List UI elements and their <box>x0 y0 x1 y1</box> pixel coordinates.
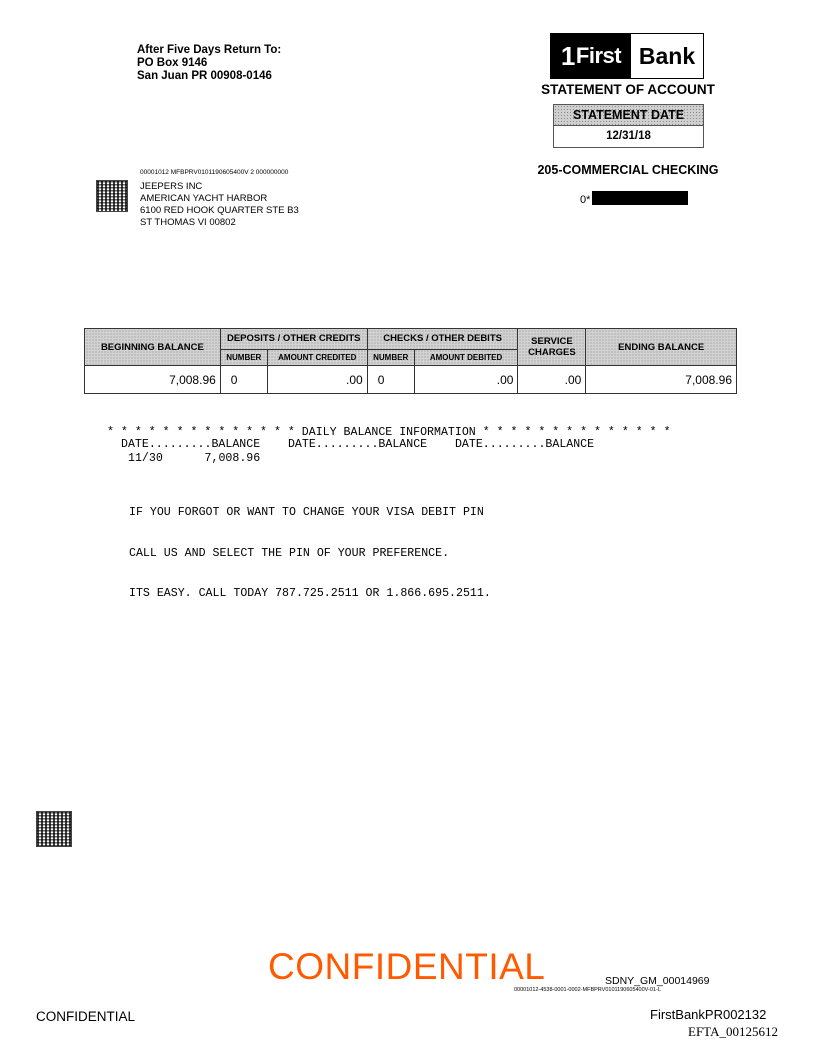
mailing-address <box>140 181 299 229</box>
logo-bank-text: Bank <box>638 42 696 69</box>
header-checks-number: NUMBER <box>367 349 414 365</box>
daily-balance-title: * * * * * * * * * * * * * * DAILY BALANCE INFORMATION * * * * * * * * * * * * * * <box>107 426 671 439</box>
statement-date-value: 12/31/18 <box>606 130 651 142</box>
logo-numeral: 1 <box>560 40 575 71</box>
logo-first-text: First <box>575 43 622 68</box>
mailing-name: JEEPERS INC <box>140 181 203 192</box>
mailing-line2: AMERICAN YACHT HARBOR <box>140 193 268 204</box>
barcode-icon <box>36 811 72 847</box>
daily-balance-row: 11/30 7,008.96 <box>128 452 261 465</box>
pin-message-line2: CALL US AND SELECT THE PIN OF YOUR PREFERENCE. <box>129 546 450 560</box>
pin-message <box>129 479 491 614</box>
bank-logo <box>550 33 704 79</box>
ending-balance-value: 7,008.96 <box>586 366 737 394</box>
header-amount-credited: AMOUNT CREDITED <box>267 349 367 365</box>
header-service-charges-line2: CHARGES <box>528 347 576 358</box>
beginning-balance-value: 7,008.96 <box>85 366 221 394</box>
account-summary-table <box>84 328 737 394</box>
service-charges-value: .00 <box>518 366 586 394</box>
pin-message-line3: ITS EASY. CALL TODAY 787.725.2511 OR 1.866.695.2511. <box>129 587 491 601</box>
confidential-label: CONFIDENTIAL <box>36 1009 136 1024</box>
return-address-line2: PO Box 9146 <box>137 57 208 69</box>
statement-date-box <box>553 104 704 148</box>
header-deposits: DEPOSITS / OTHER CREDITS <box>220 329 367 350</box>
header-beginning-balance: BEGINNING BALANCE <box>85 329 221 366</box>
table-row <box>85 366 737 394</box>
header-ending-balance: ENDING BALANCE <box>586 329 737 366</box>
account-type: 205-COMMERCIAL CHECKING <box>537 163 719 177</box>
barcode-icon <box>96 180 128 212</box>
return-address-line3: San Juan PR 00908-0146 <box>137 70 272 82</box>
amount-debited-value: .00 <box>414 366 518 394</box>
pin-message-line1: IF YOU FORGOT OR WANT TO CHANGE YOUR VISA DEBIT PIN <box>129 506 484 519</box>
return-address-line1: After Five Days Return To: <box>137 44 282 56</box>
mailing-line4: ST THOMAS VI 00802 <box>140 217 236 228</box>
header-amount-debited: AMOUNT DEBITED <box>414 349 518 365</box>
header-service-charges-line1: SERVICE <box>531 336 573 347</box>
amount-credited-value: .00 <box>267 366 367 394</box>
sdny-number: SDNY_GM_00014969 <box>605 975 710 987</box>
scan-line: 00001012 MFBPRV0101190605400V 2 000000000 <box>140 169 289 176</box>
logo-left <box>551 34 631 78</box>
account-number-prefix: 0* <box>580 194 591 206</box>
statement-date-label: STATEMENT DATE <box>554 105 703 126</box>
account-number <box>580 191 688 206</box>
header-service-charges <box>518 329 586 366</box>
mailing-line3: 6100 RED HOOK QUARTER STE B3 <box>140 205 299 216</box>
confidential-stamp: CONFIDENTIAL <box>268 946 546 987</box>
statement-title: STATEMENT OF ACCOUNT <box>541 82 715 97</box>
deposits-number-value: 0 <box>220 366 267 394</box>
checks-number-value: 0 <box>367 366 414 394</box>
redaction-bar <box>592 191 688 205</box>
header-checks: CHECKS / OTHER DEBITS <box>367 329 518 350</box>
daily-balance-header: DATE.........BALANCE DATE.........BALANCE DATE.........BALANCE <box>121 438 595 451</box>
return-address <box>137 44 281 83</box>
bates-number: FirstBankPR002132 <box>650 1007 767 1022</box>
header-deposits-number: NUMBER <box>220 349 267 365</box>
document-code: 00001012-4538-0001-0002-MFBPRV0101190605400V-01-L <box>514 987 661 993</box>
efta-number: EFTA_00125612 <box>688 1024 778 1039</box>
